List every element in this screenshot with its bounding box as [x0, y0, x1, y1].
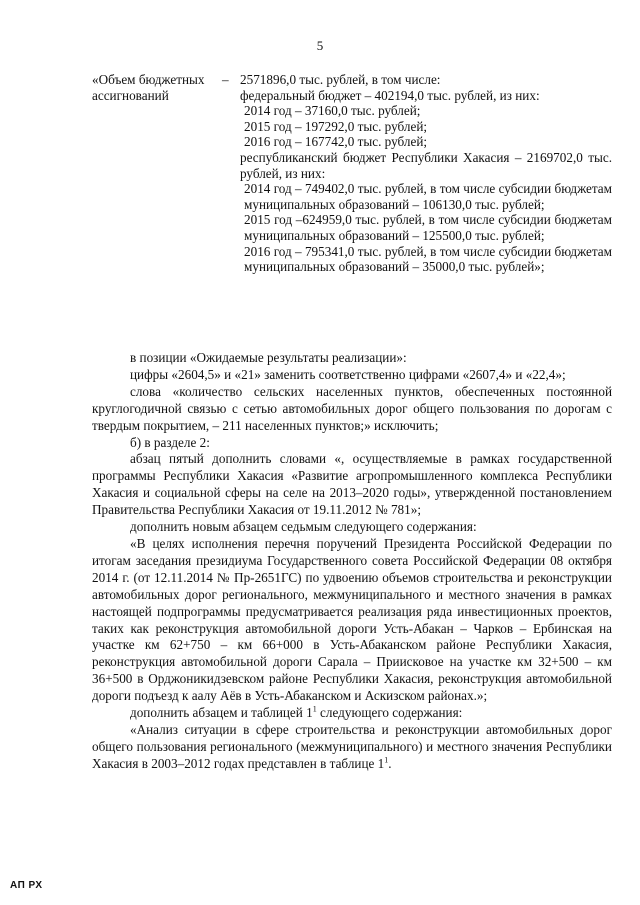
- budget-dash: –: [222, 72, 229, 87]
- table-insert-text: дополнить абзацем и таблицей 1: [130, 705, 313, 721]
- budget-line: 2571896,0 тыс. рублей, в том числе:: [240, 72, 441, 87]
- analysis-text: «Анализ ситуации в сфере строительства и реконструкции автомобильных дорог общего пользования регионального (межмуниципального) и местного значения Республики Хакасия в 2003–2012 годах представлен в таблице 1: [92, 721, 612, 771]
- analysis-paragraph: [92, 722, 612, 773]
- budget-line: 2015 год –624959,0 тыс. рублей, в том числе субсидии бюджетам муниципальных образований – 125500,0 тыс. рублей;: [244, 212, 612, 243]
- budget-line: 2016 год – 795341,0 тыс. рублей, в том числе субсидии бюджетам муниципальных образований – 35000,0 тыс. рублей»;: [244, 243, 612, 275]
- page-number: 5: [316, 38, 324, 53]
- budget-line: 2014 год – 37160,0 тыс. рублей;: [244, 103, 421, 119]
- superscript: 1: [312, 704, 317, 714]
- budget-line: 2016 год – 167742,0 тыс. рублей;: [244, 134, 428, 150]
- paragraph: дополнить новым абзацем седьмым следующего содержания:: [130, 519, 477, 535]
- paragraph: цифры «2604,5» и «21» заменить соответственно цифрами «2607,4» и «22,4»;: [130, 366, 566, 382]
- budget-line: республиканский бюджет Республики Хакасия – 2169702,0 тыс. рублей, из них:: [240, 149, 612, 181]
- paragraph: слова «количество сельских населенных пунктов, обеспеченных постоянной круглогодичной связью с сетью автомобильных дорог общего пользования по дорогам с твердым покрытием, – 211 населенных пунктов;» исключить;: [92, 383, 612, 433]
- paragraph: «В целях исполнения перечня поручений Президента Российской Федерации по итогам заседания президиума Государственного совета Российской Федерации 08 октября 2014 г. (от 12.11.2014 № Пр-2651ГС) по удвоению объемов строительства и реконструкции автомобильных дорог регионального, межмуниципального и местного значения в рамках настоящей подпрограммы предусматривается реализация ряда инвестиционных проектов, таких как реконструкция автомобильной дороги Усть-Абакан – Чарков – Ербинская на участке км 62+750 – км 66+000 в Усть-Абаканском районе Республики Хакасия, реконструкция автомобильной дороги Сарала – Приисковое на участке км 32+500 – км 36+500 в Орджоникидзевском районе Республики Хакасия, реконструкция автомобильной дороги подъезд к аалу Аёв в Усть-Абаканском и Аскизском районах.»;: [92, 535, 612, 704]
- budget-line: 2014 год – 749402,0 тыс. рублей, в том числе субсидии бюджетам муниципальных образований – 106130,0 тыс. рублей;: [244, 181, 612, 212]
- budget-line: федеральный бюджет – 402194,0 тыс. рублей, из них:: [240, 87, 540, 103]
- superscript: 1: [384, 755, 389, 765]
- table-insert-paragraph: [92, 705, 612, 722]
- paragraph: в позиции «Ожидаемые результаты реализации»:: [130, 350, 407, 365]
- paragraph: абзац пятый дополнить словами «, осуществляемые в рамках государственной программы Республики Хакасия «Развитие агропромышленного комплекса Республики Хакасия и социальной сферы на селе на 2013–2020 годы», утвержденной постановлением Правительства Республики Хакасия от 19.11.2012 № 781»;: [92, 451, 612, 518]
- budget-line: 2015 год – 197292,0 тыс. рублей;: [244, 118, 428, 134]
- budget-label: «Объем бюджетных ассигнований: [92, 72, 205, 103]
- footer-code: АП РХ: [10, 880, 43, 891]
- budget-values: [240, 72, 612, 275]
- analysis-end: .: [388, 755, 392, 771]
- budget-allocations-block: [92, 72, 612, 275]
- table-insert-text-end: следующего содержания:: [316, 705, 463, 721]
- paragraph: б) в разделе 2:: [130, 434, 210, 450]
- document-body: [92, 350, 612, 773]
